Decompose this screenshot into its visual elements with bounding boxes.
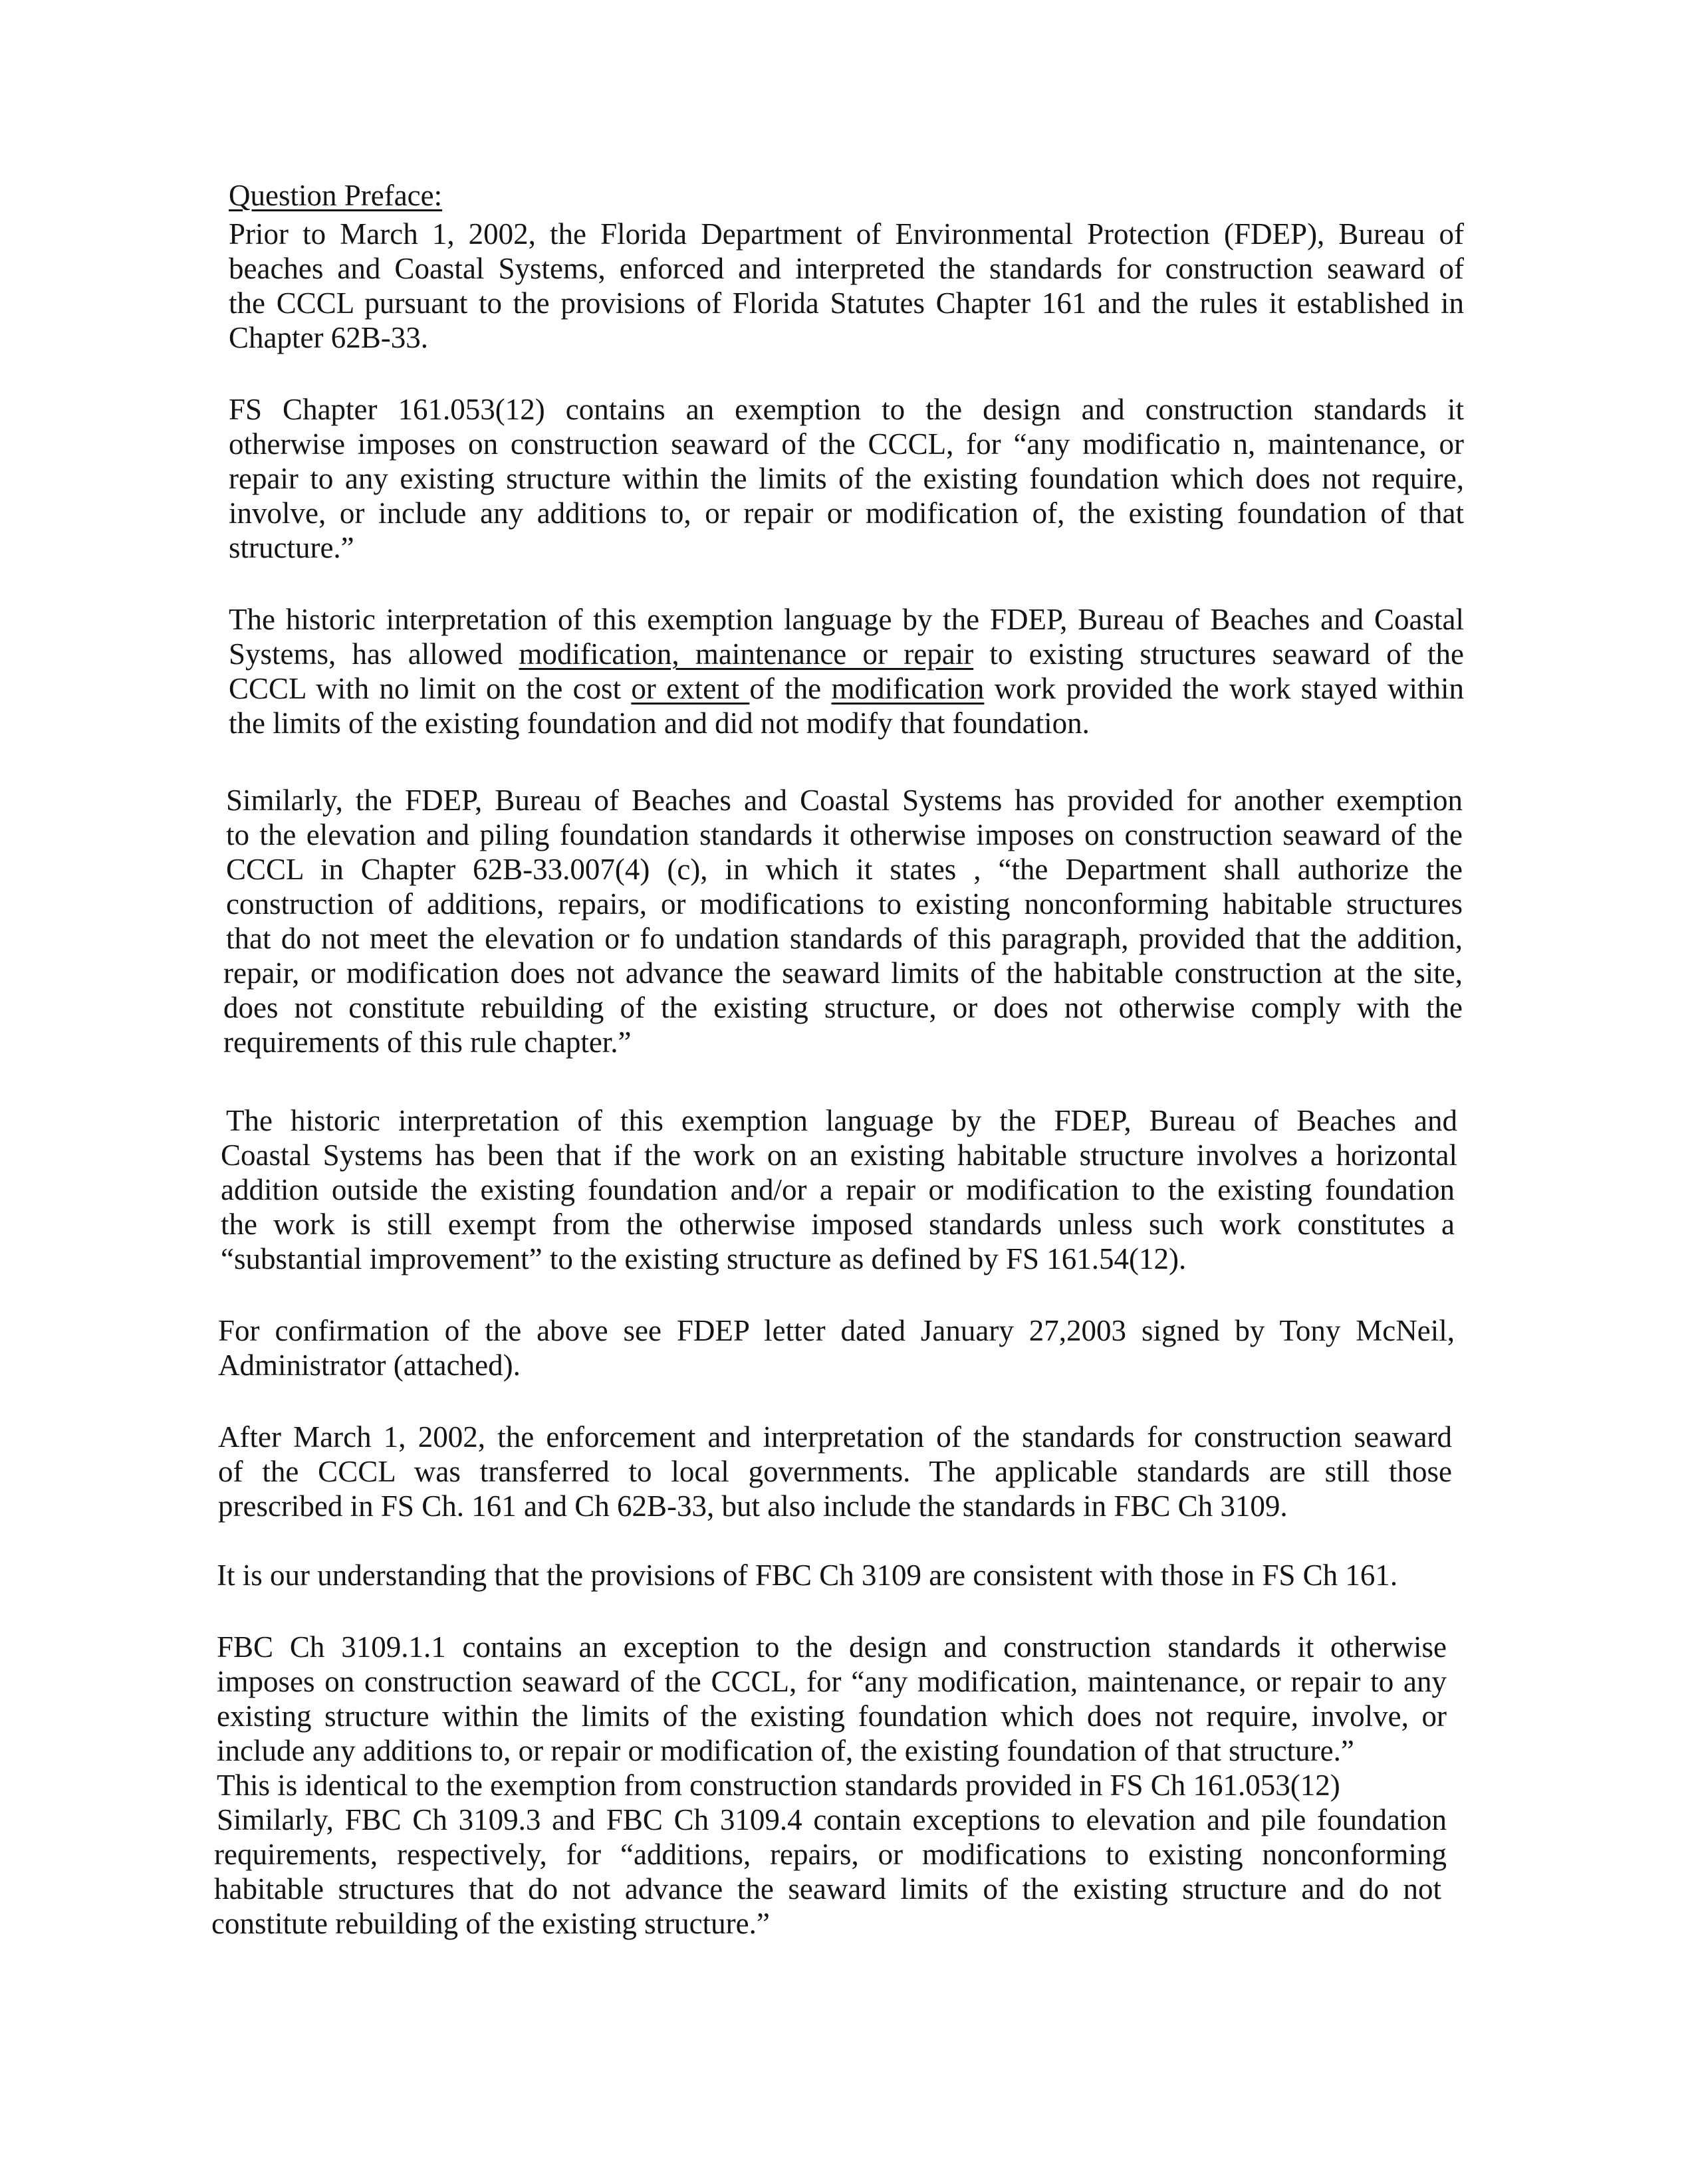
text-run: CCCL with no limit on the cost xyxy=(229,672,632,705)
paragraph-line: For confirmation of the above see FDEP letter dated January 27,2003 signed by Tony McNeil, xyxy=(218,1314,1455,1347)
paragraph-line: requirements, respectively, for “additions, repairs, or modifications to existing nonconforming xyxy=(214,1838,1447,1871)
paragraph-line: This is identical to the exemption from construction standards provided in FS Ch 161.053(12) xyxy=(217,1769,1340,1802)
paragraph-line: the work is still exempt from the otherwise imposed standards unless such work constitutes a xyxy=(221,1208,1455,1241)
paragraph-line: the CCCL pursuant to the provisions of Florida Statutes Chapter 161 and the rules it established in xyxy=(229,286,1464,320)
paragraph-line: requirements of this rule chapter.” xyxy=(223,1026,632,1059)
paragraph-line: Prior to March 1, 2002, the Florida Department of Environmental Protection (FDEP), Bureau of xyxy=(229,217,1464,251)
paragraph-line: repair to any existing structure within the limits of the existing foundation which does not require, xyxy=(229,462,1464,495)
paragraph-line: otherwise imposes on construction seaward of the CCCL, for “any modificatio n, maintenance, or xyxy=(229,427,1464,461)
paragraph-line: prescribed in FS Ch. 161 and Ch 62B-33, but also include the standards in FBC Ch 3109. xyxy=(218,1489,1288,1523)
paragraph-line: that do not meet the elevation or fo undation standards of this paragraph, provided that the addition, xyxy=(226,922,1463,955)
paragraph-line: addition outside the existing foundation and/or a repair or modification to the existing foundation xyxy=(221,1173,1455,1206)
paragraph-line: constitute rebuilding of the existing structure.” xyxy=(211,1907,770,1940)
text-run: work provided the work stayed within xyxy=(984,672,1464,705)
paragraph-line: imposes on construction seaward of the CCCL, for “any modification, maintenance, or repair to any xyxy=(217,1665,1447,1698)
paragraph-line: structure.” xyxy=(229,531,354,564)
paragraph-line: construction of additions, repairs, or modifications to existing nonconforming habitable structures xyxy=(226,887,1463,921)
paragraph-line: CCCL in Chapter 62B-33.007(4) (c), in which it states , “the Department shall authorize the xyxy=(226,853,1463,886)
paragraph-line: Coastal Systems has been that if the work on an existing habitable structure involves a horizontal xyxy=(221,1139,1457,1172)
paragraph-line: The historic interpretation of this exemption language by the FDEP, Bureau of Beaches and xyxy=(226,1104,1457,1137)
paragraph-line: beaches and Coastal Systems, enforced and interpreted the standards for construction seaward of xyxy=(229,252,1464,285)
paragraph-line: Similarly, the FDEP, Bureau of Beaches and Coastal Systems has provided for another exemption xyxy=(226,784,1463,817)
paragraph-line: FBC Ch 3109.1.1 contains an exception to the design and construction standards it otherwise xyxy=(217,1630,1447,1664)
paragraph-line: After March 1, 2002, the enforcement and interpretation of the standards for construction seaward xyxy=(218,1420,1452,1454)
paragraph-line: “substantial improvement” to the existing structure as defined by FS 161.54(12). xyxy=(221,1242,1187,1275)
paragraph-line: It is our understanding that the provisions of FBC Ch 3109 are consistent with those in FS Ch 161. xyxy=(217,1559,1398,1592)
paragraph-line: FS Chapter 161.053(12) contains an exemption to the design and construction standards it xyxy=(229,393,1464,426)
paragraph-line: Administrator (attached). xyxy=(218,1349,521,1382)
underlined-phrase: modification, maintenance or repair xyxy=(519,637,974,671)
text-run: to existing structures seaward of the xyxy=(973,637,1464,671)
paragraph-line: the limits of the existing foundation and did not modify that foundation. xyxy=(229,707,1090,740)
paragraph-line: Similarly, FBC Ch 3109.3 and FBC Ch 3109.4 contain exceptions to elevation and pile foundation xyxy=(217,1803,1447,1836)
text-run: of the xyxy=(749,672,832,705)
paragraph-line: include any additions to, or repair or modification of, the existing foundation of that structure.” xyxy=(217,1734,1354,1767)
paragraph-line: to the elevation and piling foundation standards it otherwise imposes on construction seaward of the xyxy=(226,818,1463,851)
underlined-phrase: modification xyxy=(831,672,985,705)
paragraph-line-underlined xyxy=(229,637,1464,671)
paragraph-line: Chapter 62B-33. xyxy=(229,321,428,354)
paragraph-line: The historic interpretation of this exemption language by the FDEP, Bureau of Beaches and Coastal xyxy=(229,603,1464,636)
underlined-phrase: or extent xyxy=(631,672,750,705)
paragraph-line: does not constitute rebuilding of the existing structure, or does not otherwise comply with the xyxy=(223,991,1463,1024)
document-heading: Question Preface: xyxy=(229,179,443,212)
paragraph-line: of the CCCL was transferred to local governments. The applicable standards are still those xyxy=(218,1455,1452,1488)
paragraph-line-underlined xyxy=(229,671,1464,706)
paragraph-line: habitable structures that do not advance the seaward limits of the existing structure and do not xyxy=(214,1872,1441,1906)
paragraph-line: involve, or include any additions to, or repair or modification of, the existing foundation of that xyxy=(229,496,1464,530)
paragraph-line: repair, or modification does not advance the seaward limits of the habitable construction at the site, xyxy=(223,956,1463,990)
text-run: Systems, has allowed xyxy=(229,637,519,671)
paragraph-line: existing structure within the limits of the existing foundation which does not require, involve, or xyxy=(217,1699,1447,1733)
